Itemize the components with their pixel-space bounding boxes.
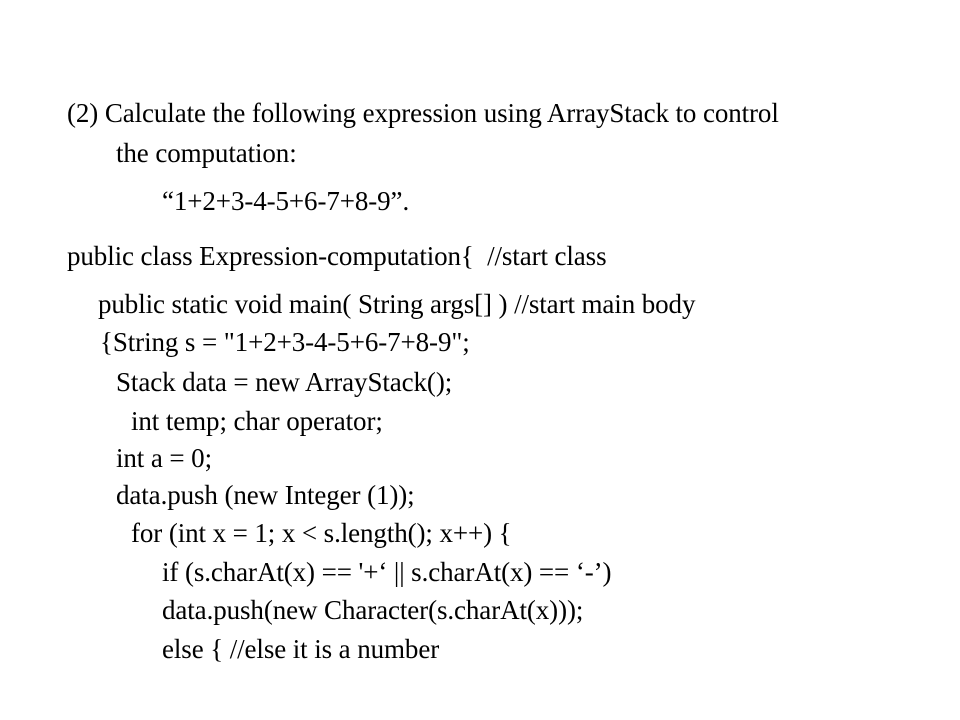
- code-line-temp: int temp; char operator;: [131, 406, 383, 436]
- code-line-int-a: int a = 0;: [116, 443, 212, 473]
- expression-text: “1+2+3-4-5+6-7+8-9”.: [162, 186, 410, 216]
- question-line-2: the computation:: [116, 138, 297, 168]
- code-line-stack: Stack data = new ArrayStack();: [116, 367, 453, 397]
- code-line-string: {String s = "1+2+3-4-5+6-7+8-9";: [100, 327, 470, 357]
- code-line-for: for (int x = 1; x < s.length(); x++) {: [131, 518, 512, 548]
- code-line-class: public class Expression-computation{ //start class: [67, 241, 607, 271]
- question-line-1: (2) Calculate the following expression using ArrayStack to control: [67, 98, 779, 128]
- code-line-main: public static void main( String args[] ) //start main body: [98, 289, 696, 319]
- code-line-if: if (s.charAt(x) == '+‘ || s.charAt(x) == ‘-’): [162, 557, 612, 587]
- code-line-else: else { //else it is a number: [162, 634, 440, 664]
- code-line-push: data.push (new Integer (1));: [116, 480, 415, 510]
- code-line-push-char: data.push(new Character(s.charAt(x)));: [162, 595, 584, 625]
